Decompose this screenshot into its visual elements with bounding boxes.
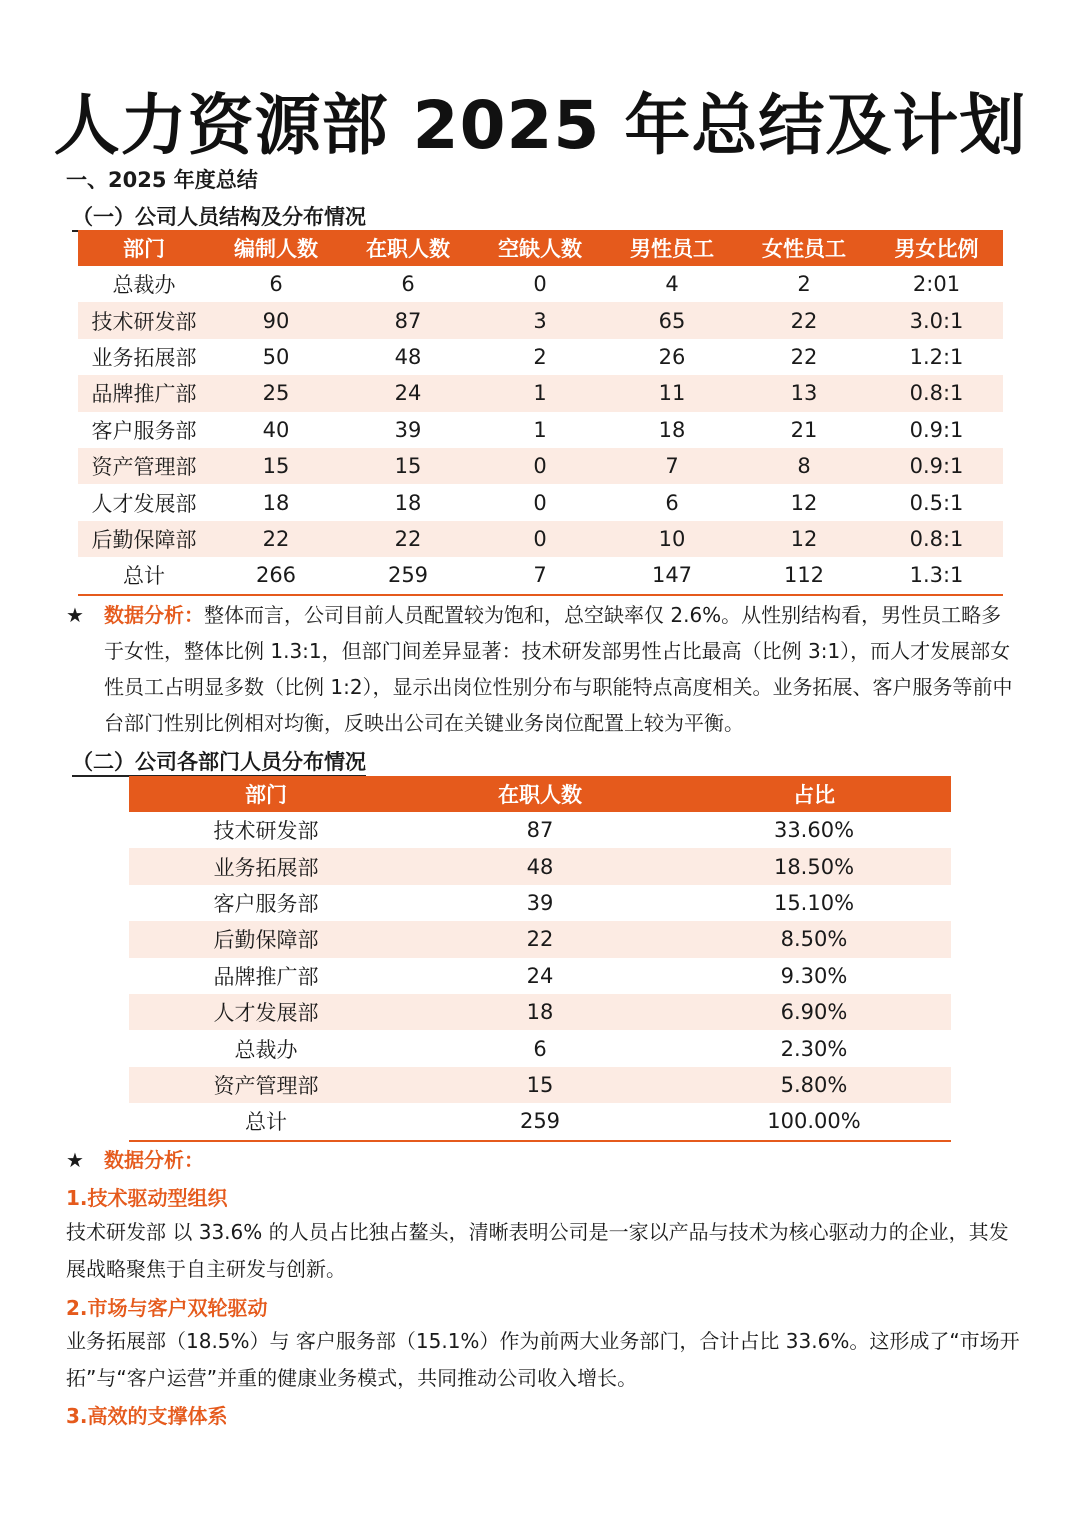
structure-cell: 87 [342, 302, 474, 338]
structure-cell: 人才发展部 [91, 491, 197, 516]
structure-header-cell: 空缺人数 [474, 230, 606, 266]
distribution-cell: 技术研发部 [213, 819, 319, 844]
structure-cell: 总裁办 [112, 273, 176, 298]
distribution-cell: 品牌推广部 [213, 964, 319, 989]
distribution-cell: 总裁办 [234, 1037, 298, 1062]
analysis-block-2 [66, 1142, 1021, 1178]
structure-cell: 18 [262, 490, 290, 515]
table-row [129, 1030, 951, 1066]
structure-cell: 7 [474, 557, 606, 594]
point-heading-1: 1.技术驱动型组织 [66, 1186, 228, 1210]
table-row [78, 339, 1003, 375]
table-row [78, 412, 1003, 448]
analysis-block-1 [66, 597, 1021, 741]
structure-cell: 0 [533, 490, 547, 515]
structure-cell: 18 [394, 490, 422, 515]
structure-cell: 147 [606, 557, 738, 594]
distribution-header-cell: 占比 [677, 776, 951, 812]
structure-cell: 259 [342, 557, 474, 594]
distribution-cell: 业务拓展部 [129, 848, 403, 884]
structure-cell: 0.9:1 [870, 448, 1003, 484]
table-row [78, 448, 1003, 484]
structure-cell: 4 [665, 272, 679, 297]
page-title: 人力资源部 2025 年总结及计划 [53, 87, 1027, 164]
structure-cell: 资产管理部 [78, 448, 210, 484]
table-row [129, 812, 951, 848]
structure-header-cell: 男女比例 [870, 230, 1003, 266]
structure-cell: 技术研发部 [78, 302, 210, 338]
structure-header-cell: 在职人数 [342, 230, 474, 266]
distribution-cell: 18 [403, 994, 677, 1030]
distribution-cell: 24 [526, 963, 554, 988]
distribution-cell: 资产管理部 [129, 1067, 403, 1103]
structure-cell: 后勤保障部 [78, 521, 210, 557]
distribution-cell: 总计 [129, 1103, 403, 1140]
structure-cell: 90 [210, 302, 342, 338]
table-row [78, 302, 1003, 338]
structure-cell: 22 [738, 302, 870, 338]
table-row [78, 521, 1003, 557]
structure-cell: 6 [401, 272, 415, 297]
structure-cell: 2 [797, 272, 811, 297]
structure-cell: 0 [533, 272, 547, 297]
table-row [78, 375, 1003, 411]
table-row [129, 1103, 951, 1140]
table-row [129, 921, 951, 957]
structure-cell: 0.8:1 [870, 521, 1003, 557]
distribution-cell: 33.60% [773, 818, 855, 843]
structure-cell: 18 [658, 417, 686, 442]
structure-cell: 0 [474, 448, 606, 484]
analysis-text: 整体而言，公司目前人员配置较为饱和，总空缺率仅 2.6%。从性别结构看，男性员工略多于女性，整体比例 1.3:1，但部门间差异显著：技术研发部男性占比最高（比例 3:1），而人才发展部女性员工占明显多数（比例 1:2），显示出岗位性别分布与职能特点高度相关。业务拓展、客户服务等前中台部门性别比例相对均衡，反映出公司在关键业务岗位配置上较为平衡。 [104, 603, 1013, 735]
table-row [129, 994, 951, 1030]
structure-cell: 业务拓展部 [91, 345, 197, 370]
distribution-cell: 259 [403, 1103, 677, 1140]
structure-cell: 22 [210, 521, 342, 557]
staff-structure-table [78, 230, 1003, 596]
point-text-1: 技术研发部 以 33.6% 的人员占比独占鳌头，清晰表明公司是一家以产品与技术为核心驱动力的企业，其发展战略聚焦于自主研发与创新。 [66, 1220, 1009, 1281]
analysis-label: 数据分析： [104, 603, 204, 627]
structure-cell: 112 [738, 557, 870, 594]
structure-header-cell: 编制人数 [210, 230, 342, 266]
distribution-cell: 100.00% [677, 1103, 951, 1140]
structure-cell: 6 [665, 490, 679, 515]
structure-cell: 0.8:1 [870, 375, 1003, 411]
structure-cell: 1.3:1 [870, 557, 1003, 594]
table-row [78, 557, 1003, 594]
analysis-label: 数据分析： [104, 1148, 204, 1172]
structure-cell: 1 [533, 417, 547, 442]
table-row [129, 1067, 951, 1103]
structure-cell: 22 [790, 344, 818, 369]
distribution-cell: 5.80% [677, 1067, 951, 1103]
structure-cell: 3 [474, 302, 606, 338]
structure-header-cell: 部门 [78, 230, 210, 266]
distribution-header-cell: 在职人数 [403, 776, 677, 812]
structure-cell: 12 [738, 521, 870, 557]
point-heading-3: 3.高效的支撑体系 [66, 1404, 228, 1428]
structure-cell: 26 [658, 344, 686, 369]
structure-header-cell: 男性员工 [606, 230, 738, 266]
structure-cell: 1.2:1 [909, 344, 964, 369]
structure-cell: 总计 [78, 557, 210, 594]
distribution-cell: 客户服务部 [213, 891, 319, 916]
star-icon: ★ [66, 1148, 84, 1172]
structure-header-cell: 女性员工 [738, 230, 870, 266]
distribution-cell: 18.50% [677, 848, 951, 884]
distribution-header-cell: 部门 [129, 776, 403, 812]
structure-cell: 7 [606, 448, 738, 484]
structure-cell: 25 [210, 375, 342, 411]
structure-cell: 0 [474, 521, 606, 557]
table-row [78, 266, 1003, 302]
structure-cell: 10 [606, 521, 738, 557]
point-text-2: 业务拓展部（18.5%）与 客户服务部（15.1%）作为前两大业务部门，合计占比 33.6%。这形成了“市场开拓”与“客户运营”并重的健康业务模式，共同推动公司收入增长。 [66, 1329, 1020, 1390]
structure-cell: 品牌推广部 [78, 375, 210, 411]
distribution-cell: 8.50% [677, 921, 951, 957]
structure-cell: 48 [394, 344, 422, 369]
structure-cell: 8 [738, 448, 870, 484]
distribution-cell: 9.30% [780, 963, 848, 988]
structure-cell: 65 [606, 302, 738, 338]
structure-cell: 1 [474, 375, 606, 411]
subsection-heading-1: （一）公司人员结构及分布情况 [72, 201, 366, 231]
point-heading-2: 2.市场与客户双轮驱动 [66, 1296, 268, 1320]
distribution-cell: 后勤保障部 [129, 921, 403, 957]
table-row [129, 848, 951, 884]
distribution-cell: 15 [403, 1067, 677, 1103]
distribution-cell: 39 [526, 890, 554, 915]
structure-cell: 15 [210, 448, 342, 484]
distribution-cell: 22 [403, 921, 677, 957]
distribution-cell: 15.10% [773, 890, 855, 915]
table-row [129, 885, 951, 921]
structure-cell: 6 [269, 272, 283, 297]
department-distribution-table [129, 776, 951, 1142]
structure-cell: 11 [606, 375, 738, 411]
structure-cell: 21 [790, 417, 818, 442]
distribution-cell: 48 [403, 848, 677, 884]
distribution-cell: 6.90% [677, 994, 951, 1030]
structure-cell: 12 [790, 490, 818, 515]
structure-cell: 0.9:1 [909, 417, 964, 442]
structure-cell: 客户服务部 [91, 418, 197, 443]
star-icon: ★ [66, 603, 84, 627]
structure-cell: 15 [342, 448, 474, 484]
structure-cell: 39 [394, 417, 422, 442]
table-row [78, 484, 1003, 520]
table-row [129, 958, 951, 994]
structure-cell: 0.5:1 [909, 490, 964, 515]
distribution-cell: 6 [533, 1036, 547, 1061]
structure-cell: 266 [210, 557, 342, 594]
structure-cell: 3.0:1 [870, 302, 1003, 338]
distribution-cell: 2.30% [780, 1036, 848, 1061]
structure-cell: 22 [342, 521, 474, 557]
structure-cell: 24 [342, 375, 474, 411]
distribution-cell: 87 [526, 818, 554, 843]
distribution-cell: 人才发展部 [129, 994, 403, 1030]
subsection-heading-2: （二）公司各部门人员分布情况 [72, 746, 366, 776]
section-heading: 一、2025 年度总结 [66, 168, 258, 192]
structure-cell: 2 [533, 344, 547, 369]
structure-cell: 50 [262, 344, 290, 369]
structure-cell: 40 [262, 417, 290, 442]
structure-cell: 2:01 [912, 272, 961, 297]
structure-cell: 13 [738, 375, 870, 411]
